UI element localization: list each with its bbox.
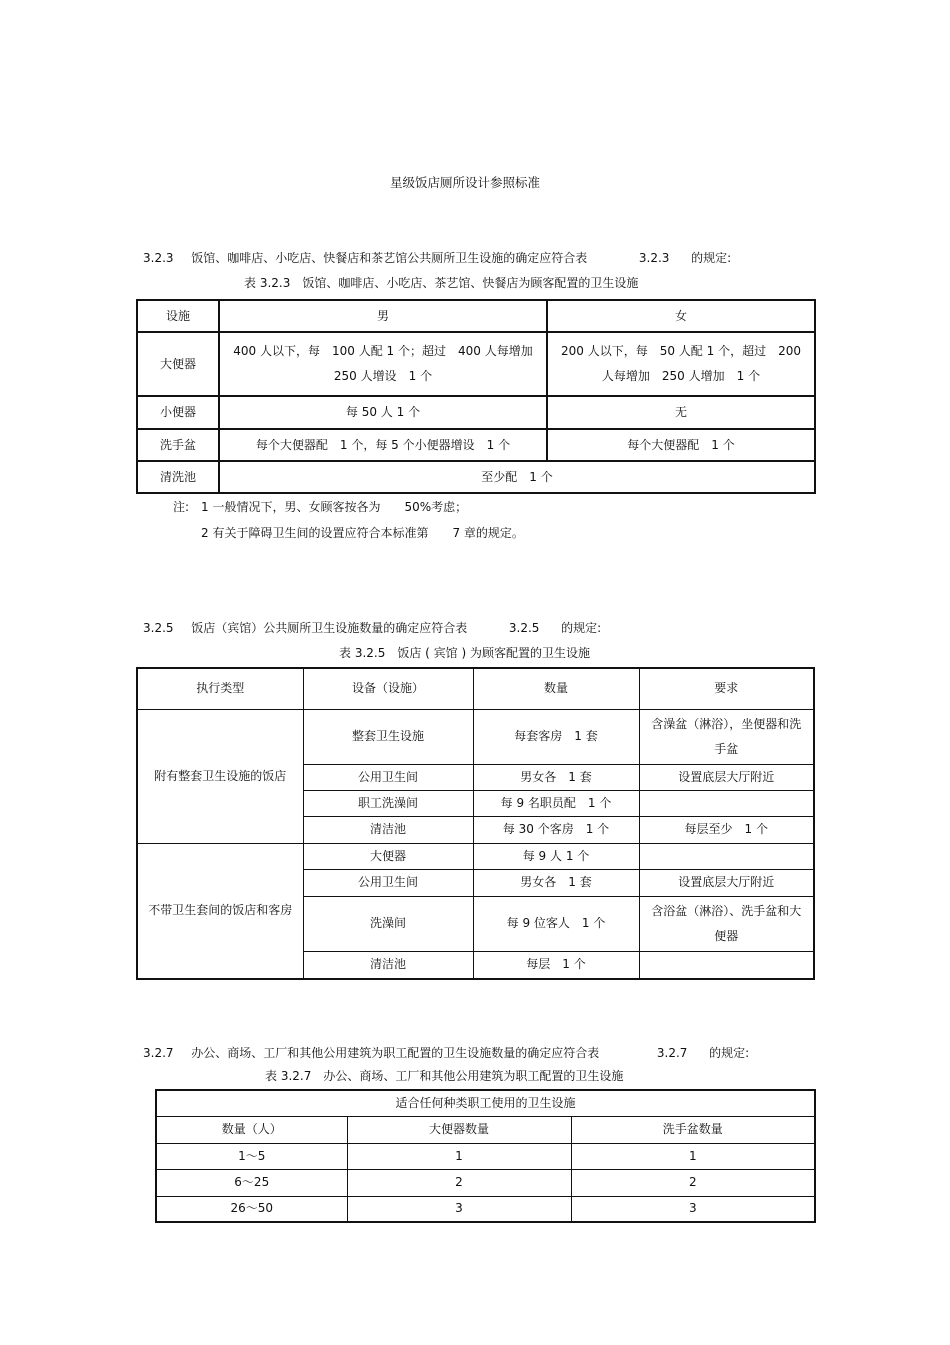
section-text: 办公、商场、工厂和其他公用建筑为职工配置的卫生设施数量的确定应符合表 <box>191 1046 600 1060</box>
quantity-cell: 男女各 1 套 <box>473 764 639 790</box>
quantity-cell: 每 9 位客人 1 个 <box>473 896 639 951</box>
section-tail: 的规定: <box>561 621 602 635</box>
section-3-2-7-intro <box>143 1047 749 1059</box>
count-cell: 1～5 <box>156 1143 347 1169</box>
facility-cell: 小便器 <box>137 396 219 429</box>
header-cell: 大便器数量 <box>347 1116 571 1143</box>
section-text: 饭馆、咖啡店、小吃店、快餐店和茶艺馆公共厕所卫生设施的确定应符合表 <box>191 251 588 265</box>
table-row <box>137 332 815 396</box>
requirement-cell <box>639 951 814 979</box>
header-cell: 数量（人） <box>156 1116 347 1143</box>
section-text: 饭店（宾馆）公共厕所卫生设施数量的确定应符合表 <box>191 621 468 635</box>
requirement-cell <box>639 843 814 869</box>
equipment-cell: 职工洗澡间 <box>303 790 473 816</box>
note-2: 2 有关于障碍卫生间的设置应符合本标准第 7 章的规定。 <box>201 526 524 540</box>
requirement-cell <box>639 790 814 816</box>
top-header-cell: 适合任何种类职工使用的卫生设施 <box>156 1090 815 1116</box>
table-row <box>137 709 814 764</box>
table-row <box>137 429 815 461</box>
header-cell: 设施 <box>137 300 219 332</box>
quantity-cell: 每 9 人 1 个 <box>473 843 639 869</box>
header-cell: 设备（设施） <box>303 668 473 709</box>
quantity-cell: 每套客房 1 套 <box>473 709 639 764</box>
table-row <box>137 396 815 429</box>
table-row <box>137 843 814 869</box>
count-cell: 26～50 <box>156 1196 347 1222</box>
table-3-2-5 <box>136 667 815 980</box>
requirement-cell: 含浴盆（淋浴）、洗手盆和大便器 <box>639 896 814 951</box>
facility-cell: 清洗池 <box>137 461 219 493</box>
equipment-cell: 整套卫生设施 <box>303 709 473 764</box>
table-3-2-7 <box>155 1089 816 1223</box>
section-number: 3.2.7 <box>143 1046 174 1060</box>
table-3-2-3-caption: 表 3.2.3 饭馆、咖啡店、小吃店、茶艺馆、快餐店为顾客配置的卫生设施 <box>244 276 639 290</box>
quantity-cell: 每 30 个客房 1 个 <box>473 816 639 843</box>
toilets-cell: 1 <box>347 1143 571 1169</box>
note-1: 注: 1 一般情况下，男、女顾客按各为 50%考虑； <box>173 500 468 514</box>
header-cell: 数量 <box>473 668 639 709</box>
combined-cell: 至少配 1 个 <box>219 461 815 493</box>
equipment-cell: 洗澡间 <box>303 896 473 951</box>
section-tail: 的规定: <box>691 251 732 265</box>
section-tail: 的规定: <box>709 1046 750 1060</box>
table-row <box>137 461 815 493</box>
table-3-2-7-caption: 表 3.2.7 办公、商场、工厂和其他公用建筑为职工配置的卫生设施 <box>265 1069 624 1083</box>
facility-cell: 洗手盆 <box>137 429 219 461</box>
quantity-cell: 男女各 1 套 <box>473 869 639 896</box>
quantity-cell: 每层 1 个 <box>473 951 639 979</box>
table-row <box>156 1143 815 1169</box>
header-cell: 女 <box>547 300 815 332</box>
basins-cell: 1 <box>571 1143 815 1169</box>
count-cell: 6～25 <box>156 1169 347 1196</box>
section-3-2-3-intro <box>143 252 731 264</box>
table-row <box>156 1169 815 1196</box>
requirement-cell: 设置底层大厅附近 <box>639 764 814 790</box>
female-cell: 每个大便器配 1 个 <box>547 429 815 461</box>
facility-cell: 大便器 <box>137 332 219 396</box>
section-number: 3.2.5 <box>143 621 174 635</box>
page-title: 星级饭店厕所设计参照标准 <box>389 175 540 190</box>
quantity-cell: 每 9 名职员配 1 个 <box>473 790 639 816</box>
toilets-cell: 3 <box>347 1196 571 1222</box>
header-cell: 执行类型 <box>137 668 303 709</box>
female-cell: 无 <box>547 396 815 429</box>
equipment-cell: 大便器 <box>303 843 473 869</box>
table-header-row <box>137 300 815 332</box>
header-cell: 要求 <box>639 668 814 709</box>
basins-cell: 3 <box>571 1196 815 1222</box>
equipment-cell: 公用卫生间 <box>303 869 473 896</box>
male-cell: 每 50 人 1 个 <box>219 396 547 429</box>
equipment-cell: 公用卫生间 <box>303 764 473 790</box>
male-cell: 每个大便器配 1 个，每 5 个小便器增设 1 个 <box>219 429 547 461</box>
equipment-cell: 清洁池 <box>303 816 473 843</box>
female-cell: 200 人以下，每 50 人配 1 个，超过 200 人每增加 250 人增加 1 个 <box>547 332 815 396</box>
requirement-cell: 每层至少 1 个 <box>639 816 814 843</box>
table-3-2-5-caption: 表 3.2.5 饭店 ( 宾馆 ) 为顾客配置的卫生设施 <box>339 646 590 660</box>
table-header-row <box>156 1116 815 1143</box>
requirement-cell: 设置底层大厅附近 <box>639 869 814 896</box>
table-reference: 3.2.5 <box>508 621 540 635</box>
toilets-cell: 2 <box>347 1169 571 1196</box>
male-cell: 400 人以下，每 100 人配 1 个；超过 400 人每增加 250 人增设 1 个 <box>219 332 547 396</box>
equipment-cell: 清洁池 <box>303 951 473 979</box>
table-top-header-row <box>156 1090 815 1116</box>
requirement-cell: 含澡盆（淋浴），坐便器和洗手盆 <box>639 709 814 764</box>
basins-cell: 2 <box>571 1169 815 1196</box>
section-number: 3.2.3 <box>143 251 174 265</box>
section-3-2-5-intro <box>143 622 601 634</box>
header-cell: 洗手盆数量 <box>571 1116 815 1143</box>
table-row <box>156 1196 815 1222</box>
table-reference: 3.2.3 <box>638 251 670 265</box>
table-3-2-3 <box>136 299 816 494</box>
table-header-row <box>137 668 814 709</box>
table-reference: 3.2.7 <box>656 1046 688 1060</box>
type-cell: 附有整套卫生设施的饭店 <box>137 709 303 843</box>
header-cell: 男 <box>219 300 547 332</box>
type-cell: 不带卫生套间的饭店和客房 <box>137 843 303 979</box>
